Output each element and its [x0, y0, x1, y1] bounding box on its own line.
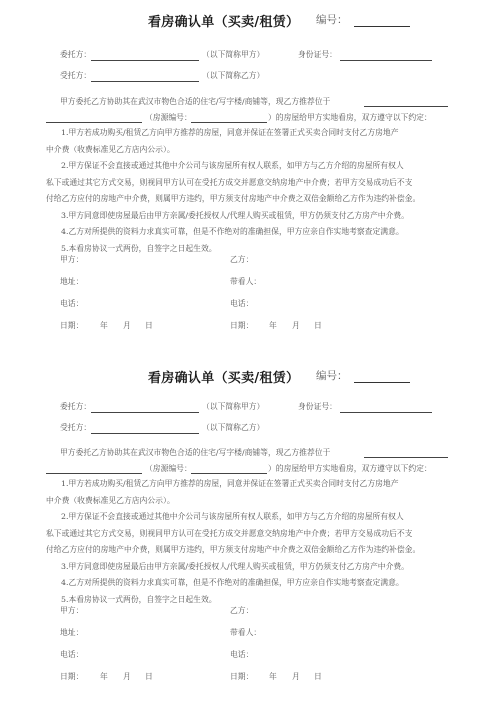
date-b-label: 日期： — [230, 672, 254, 681]
form-title: 看房确认单（买卖/租赁） — [148, 371, 300, 386]
clause-line: 3.甲方同意即使房屋最后由甲方亲属/委托授权人/代理人购买或租赁，甲方仍须支付乙方房产中介费。 — [61, 210, 409, 220]
party-b-label: 受托方： — [60, 423, 92, 432]
party-a-label: 委托方： — [60, 402, 92, 411]
date-b-month: 月 — [292, 672, 300, 681]
party-b-field[interactable] — [91, 81, 199, 82]
clauses — [46, 476, 450, 608]
property-address-field[interactable] — [364, 106, 448, 107]
party-a-label: 委托方： — [60, 50, 92, 59]
viewer-label: 带看人： — [230, 628, 262, 637]
date-b-day: 日 — [314, 672, 322, 681]
serial-number-label: 编号： — [316, 14, 348, 26]
phone-a-label: 电话： — [60, 299, 84, 308]
date-a-month: 月 — [123, 321, 131, 330]
clause-line: 3.甲方同意即使房屋最后由甲方亲属/委托授权人/代理人购买或租赁，甲方仍须支付乙方房产中介费。 — [61, 561, 409, 571]
date-a-year: 年 — [100, 672, 108, 681]
intro-text-end: ）的房屋给甲方实地看房，双方遵守以下约定： — [268, 464, 432, 473]
phone-b-label: 电话： — [230, 299, 254, 308]
clause-line: 私下或通过其它方式交易，则视同甲方认可在受托方成交并愿意交纳房地产中介费；若甲方交易成功后不支 — [46, 177, 413, 187]
date-a-label: 日期： — [60, 321, 84, 330]
clause-line: 5.本看房协议一式两份，自签字之日起生效。 — [61, 594, 217, 604]
form-title: 看房确认单（买卖/租赁） — [148, 15, 300, 30]
phone-a-label: 电话： — [60, 650, 84, 659]
viewer-label: 带看人： — [230, 277, 262, 286]
clause-line: 4.乙方对所提供的资料力求真实可靠，但是不作绝对的准确担保，甲方应亲自作实地考察查定满意。 — [61, 227, 404, 236]
sig-party-b-label: 乙方： — [230, 255, 254, 264]
serial-number-field[interactable] — [354, 382, 410, 383]
clause-line: 4.乙方对所提供的资料力求真实可靠，但是不作绝对的准确担保，甲方应亲自作实地考察查定满意。 — [61, 578, 404, 587]
intro-text: 甲方委托乙方协助其在武汉市物色合适的住宅/写字楼/商铺等，现乙方推荐位于 — [60, 97, 331, 106]
party-a-field[interactable] — [91, 412, 199, 413]
party-a-note: （以下简称甲方） — [202, 50, 265, 59]
date-b-year: 年 — [269, 321, 277, 330]
intro-text: 甲方委托乙方协助其在武汉市物色合适的住宅/写字楼/商铺等，现乙方推荐位于 — [60, 448, 331, 457]
id-number-label: 身份证号： — [298, 50, 337, 59]
title-row — [148, 11, 348, 35]
clause-line: 付给乙方应付的房地产中介费，则属甲方违约，甲方须支付房地产中介费之双倍金额给乙方作为违约补偿金。 — [46, 194, 421, 203]
date-a-month: 月 — [123, 672, 131, 681]
date-b-month: 月 — [292, 321, 300, 330]
listing-number-field[interactable] — [191, 122, 267, 123]
clause-line: 中介费（收费标准见乙方店内公示）。 — [46, 144, 175, 154]
clause-line: 中介费（收费标准见乙方店内公示）。 — [46, 495, 175, 505]
address-label: 地址： — [60, 628, 84, 637]
sig-party-a-label: 甲方： — [60, 606, 84, 615]
intro-text-end: ）的房屋给甲方实地看房，双方遵守以下约定： — [268, 113, 432, 122]
clause-line: 2.甲方保证不会直接或通过其他中介公司与该房屋所有权人联系，如甲方与乙方介绍的房屋所有权人 — [61, 161, 404, 170]
clause-line: 1.甲方若成功购买/租赁乙方向甲方推荐的房屋，同意并保证在签署正式买卖合同时支付乙方房地产 — [61, 479, 399, 488]
party-b-note: （以下简称乙方） — [202, 423, 265, 432]
property-address-field-cont[interactable] — [46, 122, 142, 123]
phone-b-label: 电话： — [230, 650, 254, 659]
date-a-label: 日期： — [60, 672, 84, 681]
clauses — [46, 125, 450, 257]
clause-line: 2.甲方保证不会直接或通过其他中介公司与该房屋所有权人联系，如甲方与乙方介绍的房屋所有权人 — [61, 512, 404, 521]
party-b-label: 受托方： — [60, 71, 92, 80]
sig-party-a-label: 甲方： — [60, 255, 84, 264]
sig-party-b-label: 乙方： — [230, 606, 254, 615]
clause-line: 5.本看房协议一式两份，自签字之日起生效。 — [61, 243, 217, 253]
date-b-label: 日期： — [230, 321, 254, 330]
clause-line: 付给乙方应付的房地产中介费，则属甲方违约，甲方须支付房地产中介费之双倍金额给乙方作为违约补偿金。 — [46, 545, 421, 554]
listing-number-label: （房源编号： — [145, 464, 192, 473]
id-number-label: 身份证号： — [298, 402, 337, 411]
date-b-day: 日 — [314, 321, 322, 330]
property-address-field-cont[interactable] — [46, 473, 142, 474]
address-label: 地址： — [60, 277, 84, 286]
date-a-day: 日 — [145, 672, 153, 681]
property-address-field[interactable] — [364, 457, 448, 458]
title-row — [148, 367, 348, 391]
id-number-field[interactable] — [340, 60, 432, 61]
date-b-year: 年 — [269, 672, 277, 681]
serial-number-field[interactable] — [354, 26, 410, 27]
date-a-year: 年 — [100, 321, 108, 330]
party-a-note: （以下简称甲方） — [202, 402, 265, 411]
listing-number-label: （房源编号： — [145, 113, 192, 122]
party-a-field[interactable] — [91, 60, 199, 61]
date-a-day: 日 — [145, 321, 153, 330]
serial-number-label: 编号： — [316, 370, 348, 382]
clause-line: 1.甲方若成功购买/租赁乙方向甲方推荐的房屋，同意并保证在签署正式买卖合同时支付乙方房地产 — [61, 128, 399, 137]
party-b-note: （以下简称乙方） — [202, 71, 265, 80]
party-b-field[interactable] — [91, 433, 199, 434]
id-number-field[interactable] — [340, 412, 432, 413]
confirmation-form-2 — [0, 351, 496, 702]
clause-line: 私下或通过其它方式交易，则视同甲方认可在受托方成交并愿意交纳房地产中介费；若甲方交易成功后不支 — [46, 528, 413, 538]
listing-number-field[interactable] — [191, 473, 267, 474]
